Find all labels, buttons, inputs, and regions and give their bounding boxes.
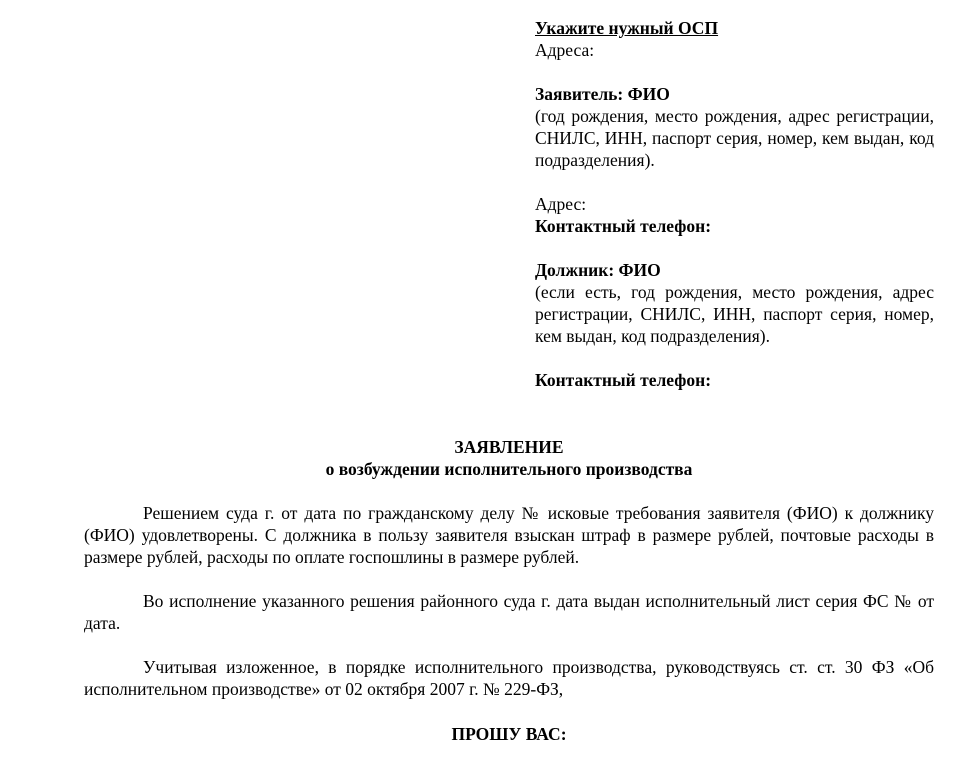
spacer [535, 347, 934, 369]
applicant-address-label: Адрес: [535, 194, 587, 214]
applicant-label: Заявитель: ФИО [535, 84, 670, 104]
addressee-block [535, 17, 934, 391]
title-line-1: ЗАЯВЛЕНИЕ [454, 437, 564, 457]
body-paragraph-2: Во исполнение указанного решения районного суда г. дата выдан исполнительный лист серия ФС № от дата. [84, 591, 934, 633]
applicant-details: (год рождения, место рождения, адрес регистрации, СНИЛС, ИНН, паспорт серия, номер, кем выдан, код подразделения). [535, 106, 934, 170]
spacer [84, 568, 934, 590]
body-paragraph-1: Решением суда г. от дата по гражданскому делу № исковые требования заявителя (ФИО) к должнику (ФИО) удовлетворены. С должника в пользу заявителя взыскан штраф в размере рублей, почтовые расходы в размере рублей, расходы по оплате госпошлины в размере рублей. [84, 503, 934, 567]
body-paragraph-3: Учитывая изложенное, в порядке исполнительного производства, руководствуясь ст. ст. 30 ФЗ «Об исполнительном производстве» от 02 октября 2007 г. № 229-ФЗ, [84, 657, 934, 699]
spacer [535, 61, 934, 83]
debtor-label: Должник: ФИО [535, 260, 661, 280]
spacer [535, 171, 934, 193]
debtor-phone-label: Контактный телефон: [535, 370, 712, 390]
debtor-details: (если есть, год рождения, место рождения, адрес регистрации, СНИЛС, ИНН, паспорт серия, номер, кем выдан, код подразделения). [535, 282, 934, 346]
spacer [535, 237, 934, 259]
spacer [84, 634, 934, 656]
document-body [84, 502, 934, 700]
osp-name: Укажите нужный ОСП [535, 18, 719, 38]
osp-address-label: Адреса: [535, 40, 595, 60]
request-heading: ПРОШУ ВАС: [451, 724, 567, 744]
document-title [84, 436, 934, 480]
applicant-phone-label: Контактный телефон: [535, 216, 712, 236]
title-line-2: о возбуждении исполнительного производства [325, 459, 693, 479]
